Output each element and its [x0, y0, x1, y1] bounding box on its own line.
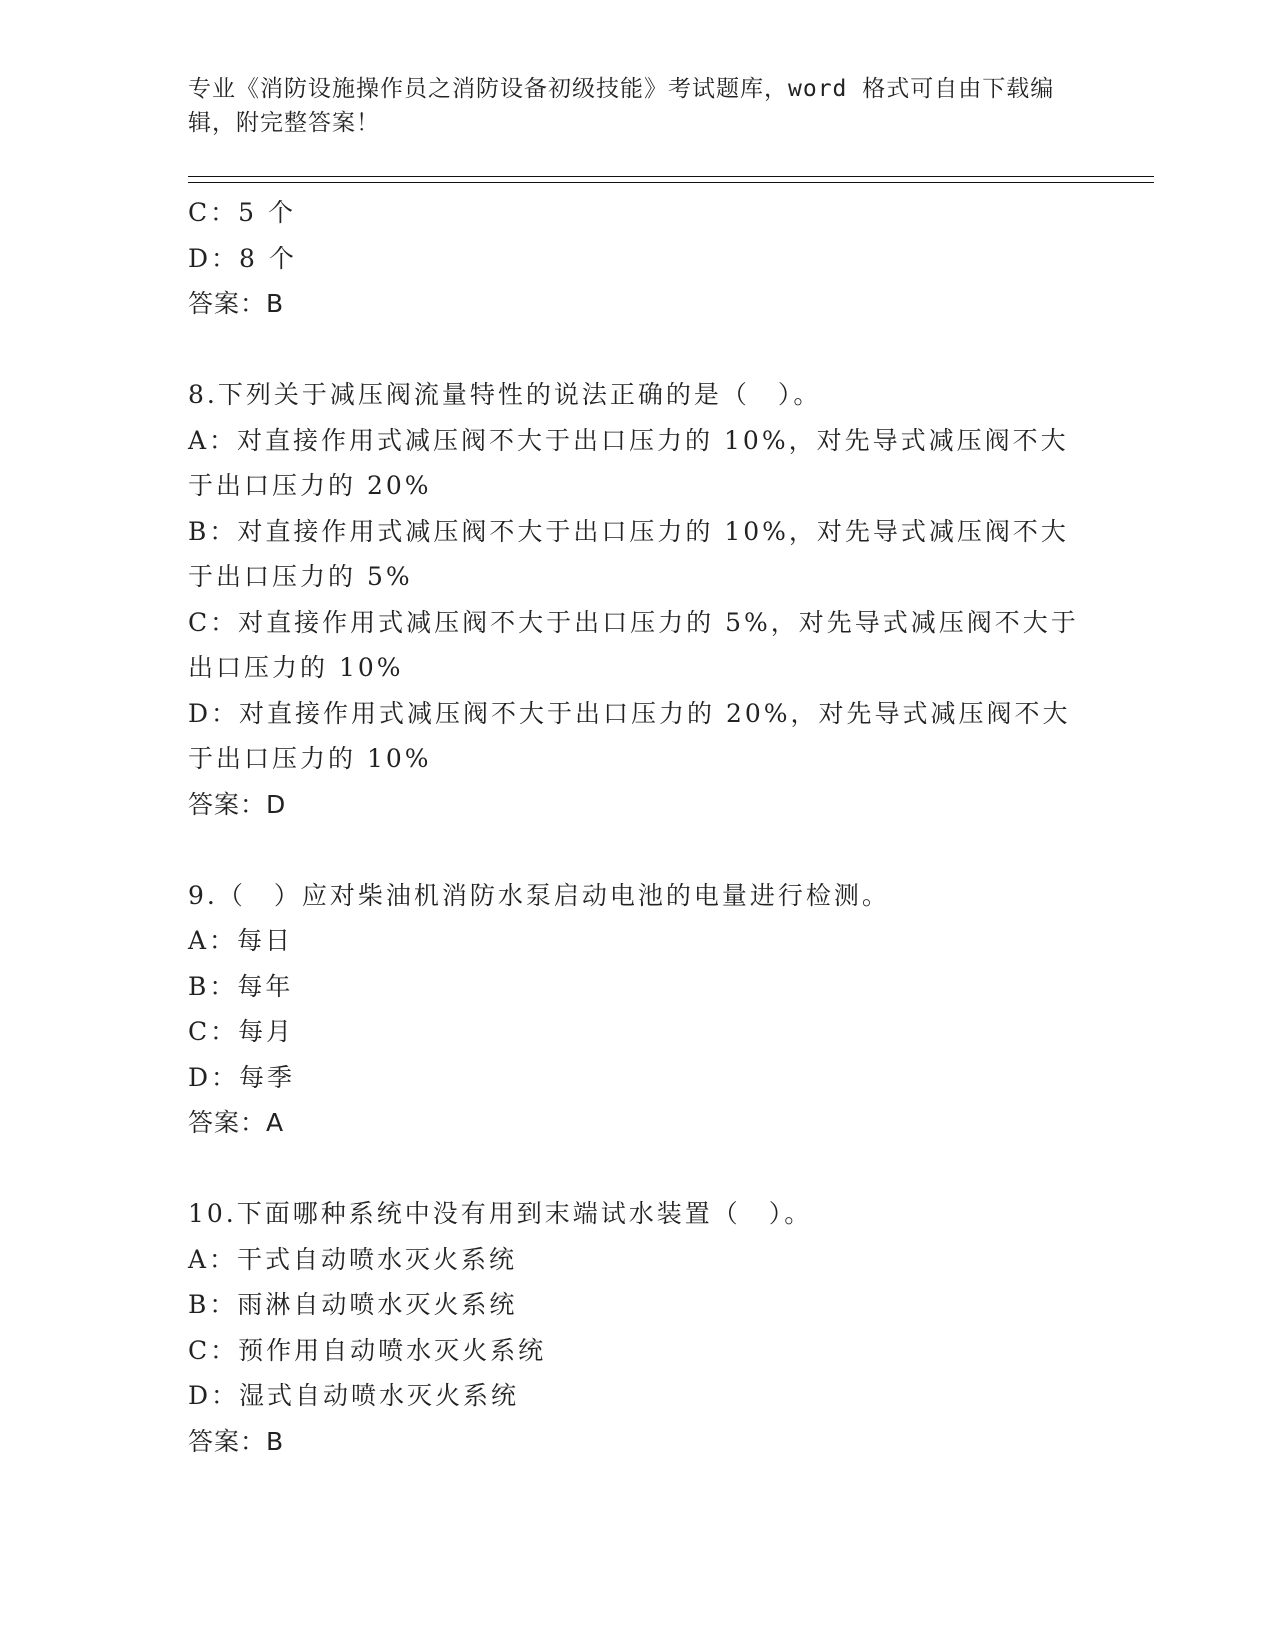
option-d: D：8 个 — [188, 243, 297, 273]
answer-line: 答案：B — [188, 1426, 285, 1456]
option-d-line-2: 于出口压力的 10% — [188, 744, 432, 773]
option-b-line-1: B：对直接作用式减压阀不大于出口压力的 10%，对先导式减压阀不大 — [188, 516, 1069, 546]
option-c-line-1: C：对直接作用式减压阀不大于出口压力的 5%，对先导式减压阀不大于 — [188, 607, 1079, 637]
option-c-line-2: 出口压力的 10% — [188, 653, 404, 682]
question-list — [188, 190, 1088, 1464]
question-9 — [188, 873, 1088, 1146]
header-rule-bottom — [188, 182, 1154, 183]
question-8 — [188, 372, 1088, 827]
option-c: C：每月 — [188, 1017, 295, 1046]
option-a: A：每日 — [188, 926, 294, 955]
answer-line: 答案：D — [188, 789, 287, 819]
previous-question-tail — [188, 190, 1088, 327]
spacer — [188, 327, 1088, 373]
header-title-line-2: 辑，附完整答案！ — [188, 110, 380, 136]
spacer — [188, 1146, 1088, 1192]
option-c: C：5 个 — [188, 198, 296, 227]
option-b: B：雨淋自动喷水灭火系统 — [188, 1290, 518, 1319]
option-a-line-2: 于出口压力的 20% — [188, 471, 432, 500]
question-stem: 9.（ ）应对柴油机消防水泵启动电池的电量进行检测。 — [188, 880, 890, 910]
option-a-line-1: A：对直接作用式减压阀不大于出口压力的 10%，对先导式减压阀不大 — [188, 425, 1069, 455]
option-b: B：每年 — [188, 971, 294, 1001]
header-title-line-1: 专业《消防设施操作员之消防设备初级技能》考试题库，word 格式可自由下载编 — [188, 76, 1055, 102]
option-d: D：湿式自动喷水灭火系统 — [188, 1381, 520, 1410]
option-a: A：干式自动喷水灭火系统 — [188, 1244, 518, 1274]
document-header — [188, 72, 1068, 140]
option-d-line-1: D：对直接作用式减压阀不大于出口压力的 20%，对先导式减压阀不大 — [188, 698, 1071, 728]
question-stem: 10.下面哪种系统中没有用到末端试水装置（ ）。 — [188, 1199, 813, 1228]
spacer — [188, 827, 1088, 873]
question-10 — [188, 1191, 1088, 1464]
option-d: D：每季 — [188, 1062, 296, 1092]
option-b-line-2: 于出口压力的 5% — [188, 562, 413, 591]
answer-line: 答案：A — [188, 1108, 285, 1137]
header-rule-top — [188, 176, 1154, 177]
question-stem: 8.下列关于减压阀流量特性的说法正确的是（ ）。 — [188, 380, 822, 409]
option-c: C：预作用自动喷水灭火系统 — [188, 1335, 547, 1365]
answer-line: 答案：B — [188, 289, 285, 318]
